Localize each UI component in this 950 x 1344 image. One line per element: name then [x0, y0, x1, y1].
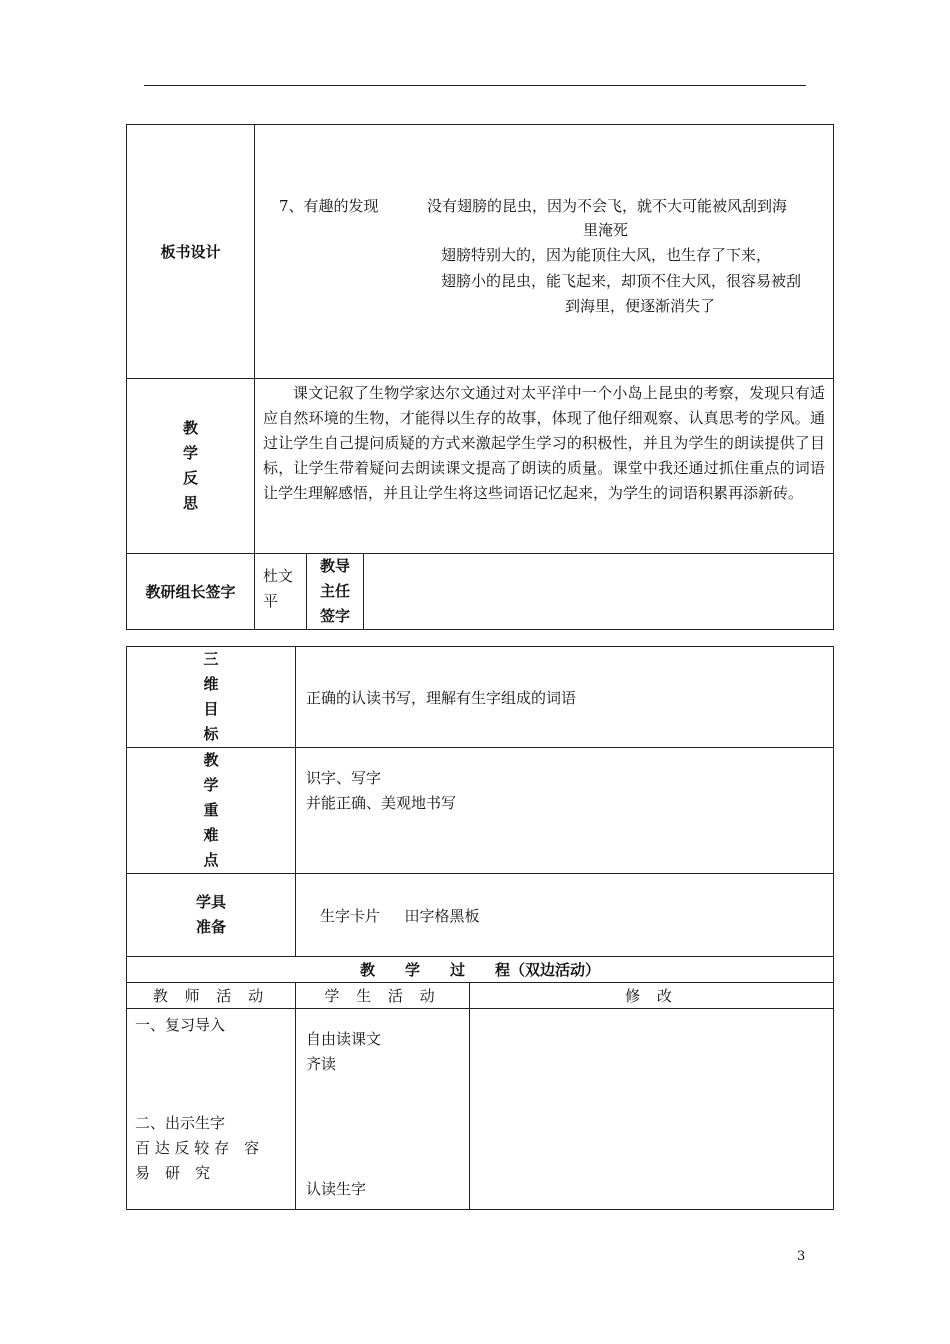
board-design-cell	[255, 125, 834, 379]
board-line-3: 翅膀小的昆虫，能飞起来，却顶不住大风，很容易被刮	[441, 271, 802, 290]
board-design-label: 板书设计	[127, 125, 255, 379]
group-leader-signature-label: 教研组长签字	[127, 554, 255, 630]
board-line-3b: 到海里，便逐渐消失了	[565, 296, 716, 315]
teacher-activity-cell	[127, 1009, 296, 1210]
teacher-activity-header: 教 师 活 动	[127, 983, 296, 1009]
teacher-step-1: 一、复习导入	[135, 1016, 226, 1034]
board-line-2: 翅膀特别大的，因为能顶住大风，也生存了下来，	[441, 245, 772, 264]
student-activity-cell	[296, 1009, 470, 1210]
lesson-summary-table	[126, 124, 834, 630]
board-line-1b: 里淹死	[583, 220, 629, 239]
teacher-step-2: 二、出示生字	[135, 1114, 226, 1132]
page-number: 3	[797, 1249, 806, 1264]
group-leader-name: 杜文 平	[255, 554, 307, 630]
tools-text: 生字卡片 田字格黑板	[296, 874, 834, 957]
reflection-text: 课文记叙了生物学家达尔文通过对太平洋中一个小岛上昆虫的考察，发现只有适应自然环境的生物，才能得以生存的故事，体现了他仔细观察、认真思考的学风。通过让学生自己提问质疑的方式来激起学生学习的积极性，并且为学生的朗读提供了目标，让学生带着疑问去朗读课文提高了朗读的质量。课堂中我还通过抓住重点的词语让学生理解感悟，并且让学生将这些词语记忆起来，为学生的词语积累再添新砖。	[255, 379, 834, 554]
goals-text: 正确的认读书写，理解有生字组成的词语	[296, 647, 834, 748]
board-title: 7、有趣的发现	[279, 196, 379, 215]
director-signature-label: 教导 主任 签字	[307, 554, 364, 630]
revision-cell	[470, 1009, 834, 1210]
revision-header: 修 改	[470, 983, 834, 1009]
lesson-plan-table	[126, 646, 834, 1210]
teacher-chars-2: 易 研 究	[135, 1164, 211, 1182]
reflection-label: 教 学 反 思	[127, 379, 255, 554]
process-title: 教 学 过 程（双边活动）	[127, 957, 834, 983]
teacher-chars-1: 百 达 反 较 存 容	[135, 1139, 260, 1157]
student-step-1: 自由读课文	[306, 1030, 382, 1048]
key-points-label: 教 学 重 难 点	[127, 748, 296, 874]
key-points-text: 识字、写字 并能正确、美观地书写	[296, 748, 834, 874]
tools-label: 学具 准备	[127, 874, 296, 957]
director-signature-field	[364, 554, 834, 630]
student-step-2: 齐读	[306, 1055, 337, 1073]
student-step-3: 认读生字	[306, 1180, 367, 1198]
goals-label: 三 维 目 标	[127, 647, 296, 748]
header-rule	[144, 85, 806, 86]
board-line-1: 没有翅膀的昆虫，因为不会飞，就不大可能被风刮到海	[427, 196, 788, 215]
student-activity-header: 学 生 活 动	[296, 983, 470, 1009]
